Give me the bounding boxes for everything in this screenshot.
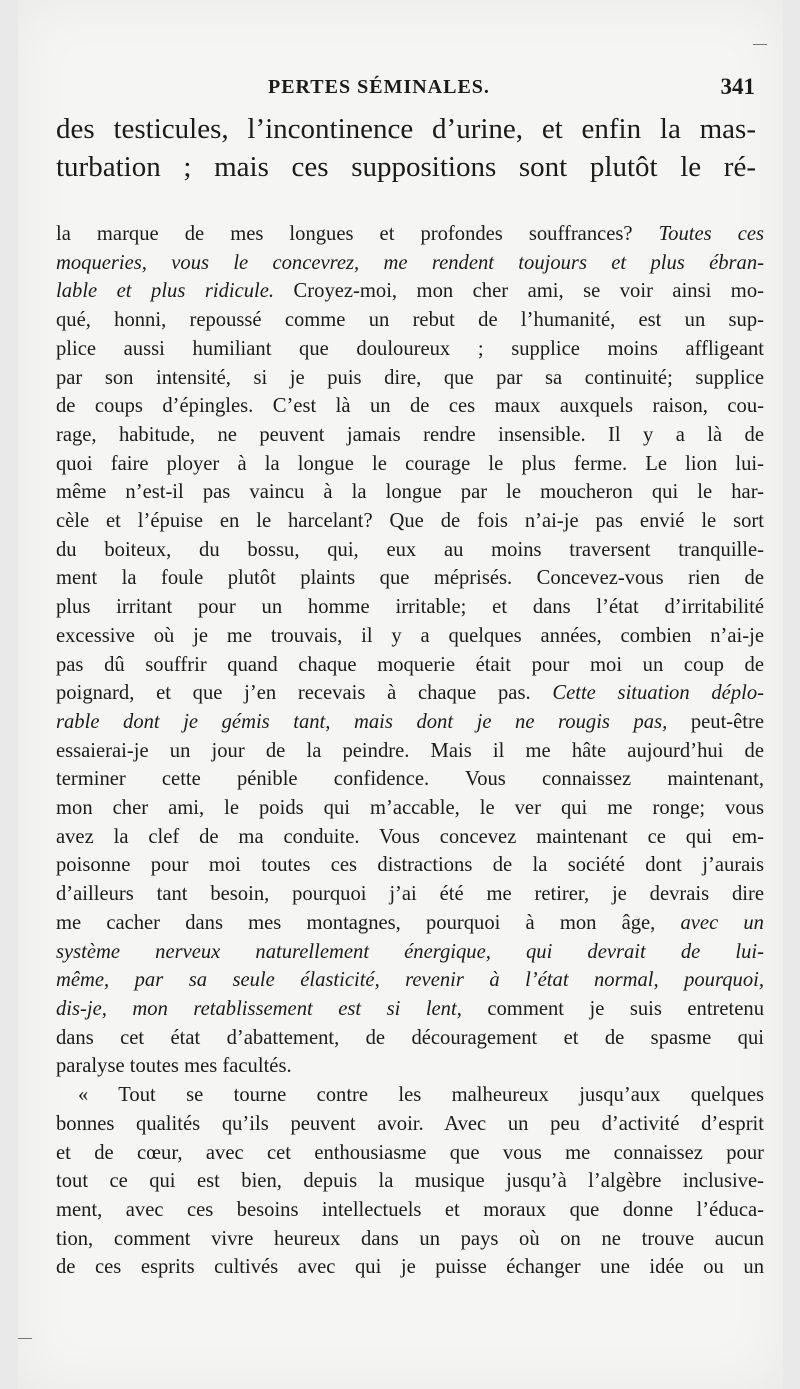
text-line — [56, 1110, 764, 1139]
text-line — [56, 249, 764, 278]
page-number: 341 — [720, 74, 755, 99]
text-line — [56, 737, 764, 766]
text-segment: de ces esprits cultivés avec qui je puisse échanger une idée ou un — [56, 1256, 764, 1279]
text-segment: dans cet état d’abattement, de découragement et de spasme qui — [56, 1026, 764, 1049]
text-segment: qué, honni, repoussé comme un rebut de l’humanité, est un sup- — [56, 309, 764, 332]
text-segment: rage, habitude, ne peuvent jamais rendre insensible. Il y a là de — [56, 423, 764, 446]
text-line — [56, 421, 764, 450]
text-line — [56, 708, 764, 737]
text-line — [56, 335, 764, 364]
text-line — [56, 1225, 764, 1254]
text-segment: comment je suis entretenu — [461, 997, 765, 1020]
text-line — [56, 277, 764, 306]
text-segment: avez la clef de ma conduite. Vous concevez maintenant ce qui em- — [56, 825, 764, 848]
text-line — [56, 392, 764, 421]
text-segment: et de cœur, avec cet enthousiasme que vous me connaissez pour — [56, 1141, 764, 1164]
text-line — [56, 564, 764, 593]
italic-text: lable et plus ridicule. — [56, 280, 275, 303]
text-segment: même n’est-il pas vaincu à la longue par le moucheron qui le har- — [56, 481, 764, 504]
italic-text: moqueries, vous le concevrez, me rendent toujours et plus ébran- — [56, 251, 764, 274]
top-text-fragment — [56, 110, 756, 186]
page-header — [18, 74, 783, 104]
text-line — [56, 1052, 764, 1081]
text-line — [56, 851, 764, 880]
text-line — [56, 1167, 764, 1196]
text-segment: « Tout se tourne contre les malheureux jusqu’aux quelques — [78, 1084, 764, 1107]
text-line — [56, 966, 764, 995]
text-segment: mon cher ami, le poids qui m’accable, le ver qui me ronge; vous — [56, 797, 764, 820]
page-edge-mark — [18, 1338, 32, 1339]
text-segment: excessive où je me trouvais, il y a quelques années, combien n’ai-je — [56, 624, 764, 647]
text-segment: cèle et l’épuise en le harcelant? Que de fois n’ai-je pas envié le sort — [56, 510, 764, 533]
text-line — [56, 1081, 764, 1110]
text-segment: paralyse toutes mes facultés. — [56, 1055, 292, 1078]
text-segment: Croyez-moi, mon cher ami, se voir ainsi mo- — [274, 280, 764, 303]
italic-text: même, par sa seule élasticité, revenir à l’état normal, pourquoi, — [56, 969, 764, 992]
text-segment: tion, comment vivre heureux dans un pays où on ne trouve aucun — [56, 1227, 764, 1250]
page-edge-mark — [753, 44, 767, 45]
text-line — [56, 1139, 764, 1168]
text-segment: poignard, et que j’en recevais à chaque pas. — [56, 682, 553, 705]
text-line — [56, 794, 764, 823]
text-segment: plus irritant pour un homme irritable; et dans l’état d’irritabilité — [56, 596, 764, 619]
italic-text: avec un — [680, 911, 764, 934]
italic-text: rable dont je gémis tant, mais dont je ne rougis pas, — [56, 710, 668, 733]
text-line — [56, 1024, 764, 1053]
text-segment: poisonne pour moi toutes ces distractions de la société dont j’aurais — [56, 854, 764, 877]
fragment-line: turbation ; mais ces suppositions sont plutôt le ré- — [56, 151, 756, 183]
text-segment: pas dû souffrir quand chaque moquerie était pour moi un coup de — [56, 653, 764, 676]
text-segment: ment la foule plutôt plaints que méprisés. Concevez-vous rien de — [56, 567, 764, 590]
body-text — [56, 220, 764, 1282]
book-page — [18, 0, 783, 1389]
text-line — [56, 220, 764, 249]
text-segment: de coups d’épingles. C’est là un de ces maux auxquels raison, cou- — [56, 395, 764, 418]
text-line — [56, 880, 764, 909]
text-line — [56, 679, 764, 708]
text-segment: plice aussi humiliant que douloureux ; supplice moins affligeant — [56, 337, 764, 360]
text-segment: la marque de mes longues et profondes souffrances? — [56, 223, 659, 245]
text-line — [56, 1196, 764, 1225]
text-line — [56, 364, 764, 393]
italic-text: Cette situation déplo- — [552, 682, 764, 705]
text-line — [56, 536, 764, 565]
text-segment: terminer cette pénible confidence. Vous connaissez maintenant, — [56, 768, 764, 791]
running-title: PERTES SÉMINALES. — [268, 76, 490, 98]
italic-text: dis-je, mon retablissement est si lent, — [56, 997, 462, 1020]
text-line — [56, 651, 764, 680]
text-line — [56, 938, 764, 967]
text-line — [56, 507, 764, 536]
text-segment: bonnes qualités qu’ils peuvent avoir. Avec un peu d’activité d’esprit — [56, 1112, 764, 1135]
text-line — [56, 765, 764, 794]
text-line — [56, 622, 764, 651]
fragment-line: des testicules, l’incontinence d’urine, et enfin la mas- — [56, 113, 756, 145]
text-line — [56, 450, 764, 479]
text-segment: ment, avec ces besoins intellectuels et moraux que donne l’éduca- — [56, 1198, 764, 1221]
text-segment: peut-être — [667, 710, 765, 733]
text-line — [56, 306, 764, 335]
text-segment: essaierai-je un jour de la peindre. Mais il me hâte aujourd’hui de — [56, 739, 764, 762]
text-segment: d’ailleurs tant besoin, pourquoi j’ai été me retirer, je devrais dire — [56, 883, 764, 906]
text-segment: par son intensité, si je puis dire, que par sa continuité; supplice — [56, 366, 764, 389]
italic-text: système nerveux naturellement énergique, qui devrait de lui- — [56, 940, 764, 963]
text-segment: du boiteux, du bossu, qui, eux au moins traversent tranquille- — [56, 538, 764, 561]
text-line — [56, 823, 764, 852]
text-segment: me cacher dans mes montagnes, pourquoi à mon âge, — [56, 911, 681, 934]
text-segment: quoi faire ployer à la longue le courage le plus ferme. Le lion lui- — [56, 452, 764, 475]
text-segment: tout ce qui est bien, depuis la musique jusqu’à l’algèbre inclusive- — [56, 1170, 764, 1193]
text-line — [56, 1253, 764, 1282]
text-line — [56, 995, 764, 1024]
text-line — [56, 593, 764, 622]
text-line — [56, 909, 764, 938]
italic-text: Toutes ces — [658, 223, 765, 245]
text-line — [56, 478, 764, 507]
